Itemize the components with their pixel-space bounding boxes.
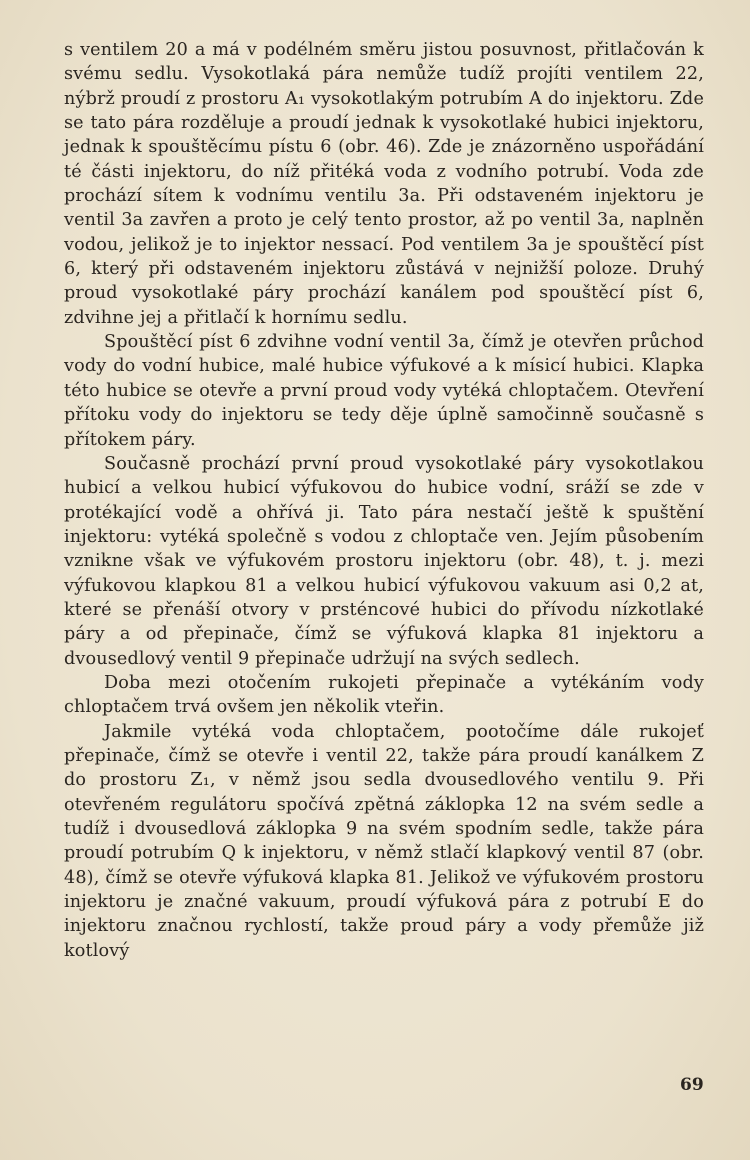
- paragraph-1: s ventilem 20 a má v podélném směru jistou posuvnost, přitlačován k svému sedlu. Vysokotlaká pára nemůže tudíž projíti ventilem 22, nýbrž proudí z prostoru A₁ vysokotlakým potrubím A do injektoru. Zde se tato pára rozděluje a proudí jednak k vysokotlaké hubici injektoru, jednak k spouštěcímu pístu 6 (obr. 46). Zde je znázorněno uspořádání té části injektoru, do níž přitéká voda z vodního potrubí. Voda zde prochází sítem k vodnímu ventilu 3a. Při odstaveném injektoru je ventil 3a zavřen a proto je celý tento prostor, až po ventil 3a, naplněn vodou, jelikož je to injektor nessací. Pod ventilem 3a je spouštěcí píst 6, který při odstaveném injektoru zůstává v nejnižší poloze. Druhý proud vysokotlaké páry prochází kanálem pod spouštěcí píst 6, zdvihne jej a přitlačí k hornímu sedlu.: [64, 40, 704, 328]
- paragraph-5: Jakmile vytéká voda chloptačem, pootočíme dále rukojeť přepinače, čímž se otevře i ventil 22, takže pára proudí kanálkem Z do prostoru Z₁, v němž jsou sedla dvousedlového ventilu 9. Při otevřeném regulátoru spočívá zpětná záklopka 12 na svém sedle a tudíž i dvousedlová záklopka 9 na svém spodním sedle, takže pára proudí potrubím Q k injektoru, v němž stlačí klapkový ventil 87 (obr. 48), čímž se otevře výfuková klapka 81. Jelikož ve výfukovém prostoru injektoru je značné vakuum, proudí výfuková pára z potrubí E do injektoru značnou rychlostí, takže proud páry a vody přemůže již kotlový: [64, 721, 704, 961]
- paragraph-2: Spouštěcí píst 6 zdvihne vodní ventil 3a, čímž je otevřen průchod vody do vodní hubice, malé hubice výfukové a k mísicí hubici. Klapka této hubice se otevře a první proud vody vytéká chloptačem. Otevření přítoku vody do injektoru se tedy děje úplně samočinně současně s přítokem páry.: [64, 332, 704, 450]
- page-number: 69: [680, 1075, 704, 1095]
- paragraph-3: Současně prochází první proud vysokotlaké páry vysokotlakou hubicí a velkou hubicí výfukovou do hubice vodní, sráží se zde v protékající vodě a ohřívá ji. Tato pára nestačí ještě k spuštění injektoru: vytéká společně s vodou z chloptače ven. Jejím působením vznikne však ve výfukovém prostoru injektoru (obr. 48), t. j. mezi výfukovou klapkou 81 a velkou hubicí výfukovou vakuum asi 0,2 at, které se přenáší otvory v prsténcové hubici do přívodu nízkotlaké páry a od přepinače, čímž se výfuková klapka 81 injektoru a dvousedlový ventil 9 přepinače udržují na svých sedlech.: [64, 453, 704, 669]
- body-text: [64, 38, 704, 963]
- paragraph-4: Doba mezi otočením rukojeti přepinače a vytékáním vody chloptačem trvá ovšem jen několik vteřin.: [64, 672, 704, 718]
